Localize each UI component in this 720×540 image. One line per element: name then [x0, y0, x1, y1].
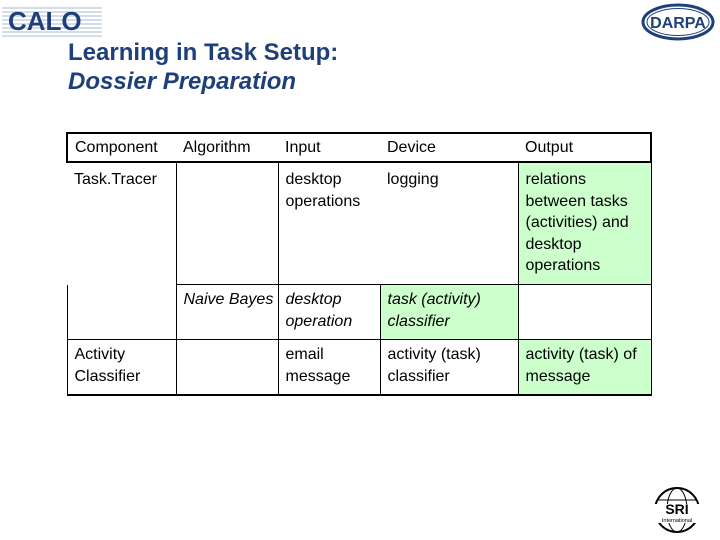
sri-logo-text: SRI [665, 501, 689, 517]
cell-component: Activity Classifier [67, 340, 176, 396]
cell-input: desktop operation [278, 285, 380, 340]
cell-algorithm: Naive Bayes [176, 285, 278, 340]
table-row [67, 285, 651, 340]
sri-logo-subtext: International [661, 518, 693, 524]
darpa-logo [640, 2, 716, 42]
table-row [67, 162, 651, 285]
table-header-row [67, 133, 651, 162]
cell-device: task (activity) classifier [380, 285, 518, 340]
cell-algorithm [176, 162, 278, 285]
cell-input: desktop operations [278, 162, 380, 285]
cell-component: Task.Tracer [74, 171, 157, 188]
learning-table [66, 132, 652, 396]
table-row [67, 340, 651, 396]
darpa-logo-text: DARPA [650, 15, 706, 32]
title-line-1: Learning in Task Setup: [68, 39, 339, 66]
cell-output [518, 285, 651, 340]
title-line-2: Dossier Preparation [68, 68, 297, 95]
cell-output: relations between tasks (activities) and desktop operations [518, 162, 651, 285]
header-output: Output [518, 133, 651, 162]
cell-output: activity (task) of message [518, 340, 651, 396]
cell-component [67, 285, 176, 340]
sri-logo [646, 486, 712, 536]
cell-algorithm [176, 340, 278, 396]
cell-input: email message [278, 340, 380, 396]
calo-logo [2, 2, 102, 42]
cell-device: activity (task) classifier [380, 340, 518, 396]
cell-device: logging [387, 171, 439, 188]
header-input: Input [278, 133, 380, 162]
header-device: Device [380, 133, 518, 162]
slide-title [68, 38, 338, 96]
header-algorithm: Algorithm [176, 133, 278, 162]
header-component: Component [67, 133, 176, 162]
calo-logo-text: CALO [8, 6, 82, 36]
